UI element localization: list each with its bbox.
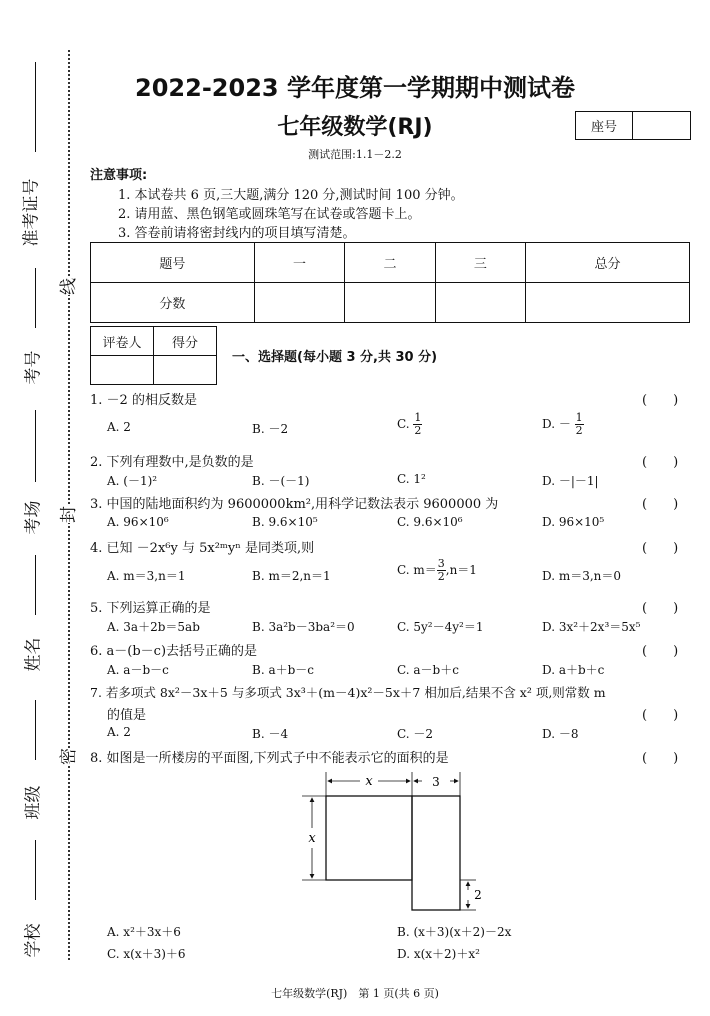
option-c: C. 1² (397, 472, 426, 486)
test-range: 测试范围:1.1－2.2 (308, 148, 402, 161)
denominator: 2 (437, 570, 445, 583)
label-x-top: x (365, 774, 373, 789)
option-a: A. m＝3,n＝1 (107, 569, 186, 583)
option-d: D. －|－1| (542, 474, 599, 488)
score-header-cell: 一 (254, 243, 344, 283)
grader-score-cell[interactable] (154, 356, 217, 385)
option-b: B. －(－1) (252, 474, 310, 488)
answer-paren[interactable]: ( ) (642, 497, 679, 512)
exam-no-label: 考号 (23, 350, 44, 385)
class-label: 班级 (23, 785, 44, 820)
option-d: D. －8 (542, 727, 579, 741)
numerator: 1 (575, 411, 583, 424)
page-footer: 七年级数学(RJ) 第 1 页(共 6 页) (271, 987, 439, 1000)
option-c: C. 9.6×10⁶ (397, 515, 463, 529)
option-d: D. 3x²＋2x³＝5x⁵ (542, 620, 641, 634)
question-6-stem: 6. a－(b－c)去括号正确的是 (90, 644, 258, 659)
reviewer-label: 评卷人 (91, 327, 154, 356)
note-item: 2. 请用蓝、黑色钢笔或圆珠笔写在试卷或答题卡上。 (118, 207, 421, 222)
option-b: B. (x＋3)(x＋2)－2x (397, 925, 512, 939)
option-d: D. 96×10⁵ (542, 515, 605, 529)
option-d (542, 412, 584, 437)
seal-line-char: 线 (52, 278, 81, 295)
answer-paren[interactable]: ( ) (642, 708, 679, 723)
floor-plan-figure (290, 766, 490, 916)
option-b: B. a＋b－c (252, 663, 315, 677)
denominator: 2 (414, 424, 422, 437)
label-x-left: x (308, 831, 316, 846)
question-2-stem: 2. 下列有理数中,是负数的是 (90, 455, 254, 470)
option-c: C. －2 (397, 727, 434, 741)
fraction (575, 412, 584, 437)
seal-seal-char: 封 (52, 506, 81, 523)
option-b: B. 3a²b－3ba²＝0 (252, 620, 355, 634)
exam-title: 2022-2023 学年度第一学期期中测试卷 (135, 74, 575, 102)
option-b: B. －4 (252, 727, 289, 741)
option-a: A. x²＋3x＋6 (107, 925, 181, 939)
score-value-row (91, 283, 690, 323)
score-header-cell: 二 (345, 243, 435, 283)
class-line (35, 700, 36, 760)
answer-paren[interactable]: ( ) (642, 751, 679, 766)
seat-blank[interactable] (633, 112, 690, 139)
option-d: D. x(x＋2)＋x² (397, 947, 480, 961)
note-item: 1. 本试卷共 6 页,三大题,满分 120 分,测试时间 100 分钟。 (118, 188, 464, 203)
option-d: D. m＝3,n＝0 (542, 569, 622, 583)
room-right (412, 796, 460, 910)
option-c: C. 5y²－4y²＝1 (397, 620, 484, 634)
question-7-stem-cont: 的值是 (107, 708, 147, 723)
question-5-stem: 5. 下列运算正确的是 (90, 601, 211, 616)
notes-heading: 注意事项: (90, 168, 148, 183)
option-a: A. a－b－c (107, 663, 169, 677)
denominator: 2 (575, 424, 583, 437)
reviewer-cell[interactable] (91, 356, 154, 385)
school-label: 学校 (23, 923, 44, 958)
score-cell[interactable] (526, 283, 690, 323)
name-line (35, 555, 36, 615)
option-c: C. x(x＋3)＋6 (107, 947, 186, 961)
option-a: A. 2 (107, 725, 131, 739)
option-d-label: D. － (542, 417, 571, 431)
option-c-label: C. (397, 417, 410, 431)
seat-number-box (575, 111, 691, 140)
score-header-cell: 总分 (526, 243, 690, 283)
option-b: B. 9.6×10⁵ (252, 515, 318, 529)
numerator: 1 (414, 411, 422, 424)
score-header-cell: 题号 (91, 243, 255, 283)
answer-paren[interactable]: ( ) (642, 644, 679, 659)
admission-label: 准考证号 (21, 178, 42, 247)
score-header-cell: 三 (435, 243, 525, 283)
option-a: A. 3a＋2b＝5ab (107, 620, 200, 634)
question-7-stem: 7. 若多项式 8x²－3x＋5 与多项式 3x³＋(m－4)x²－5x＋7 相加后,结果不含 x² 项,则常数 m (90, 685, 606, 700)
option-a: A. 2 (107, 420, 131, 434)
score-row-label: 分数 (91, 283, 255, 323)
exam-subtitle: 七年级数学(RJ) (277, 115, 433, 140)
grader-score-label: 得分 (154, 327, 217, 356)
answer-paren[interactable]: ( ) (642, 455, 679, 470)
option-a: A. (－1)² (107, 474, 158, 488)
option-c-tail: ,n＝1 (445, 563, 477, 577)
label-2: 2 (474, 888, 482, 902)
answer-paren[interactable]: ( ) (642, 393, 679, 408)
option-c (397, 558, 477, 583)
grader-table (90, 326, 217, 385)
label-3: 3 (432, 775, 440, 789)
score-cell[interactable] (254, 283, 344, 323)
option-c-label: C. m＝ (397, 563, 437, 577)
answer-paren[interactable]: ( ) (642, 601, 679, 616)
seal-dense-char: 密 (52, 748, 81, 765)
option-d: D. a＋b＋c (542, 663, 605, 677)
fraction (437, 558, 446, 583)
option-c: C. a－b＋c (397, 663, 459, 677)
school-line (35, 840, 36, 900)
question-1-stem: 1. －2 的相反数是 (90, 393, 197, 408)
numerator: 3 (437, 557, 445, 570)
answer-paren[interactable]: ( ) (642, 541, 679, 556)
room-left (326, 796, 412, 880)
score-header-row (91, 243, 690, 283)
room-label: 考场 (23, 500, 44, 535)
seat-label: 座号 (576, 112, 633, 139)
option-a: A. 96×10⁶ (107, 515, 169, 529)
option-b: B. －2 (252, 422, 289, 436)
option-c (397, 412, 422, 437)
score-cell[interactable] (435, 283, 525, 323)
score-table (90, 242, 690, 323)
seal-dotted-line (68, 50, 70, 960)
note-item: 3. 答卷前请将密封线内的项目填写清楚。 (118, 226, 356, 241)
question-3-stem: 3. 中国的陆地面积约为 9600000km²,用科学记数法表示 9600000 为 (90, 497, 499, 512)
score-cell[interactable] (345, 283, 435, 323)
question-8-stem: 8. 如图是一所楼房的平面图,下列式子中不能表示它的面积的是 (90, 751, 449, 766)
section-heading: 一、选择题(每小题 3 分,共 30 分) (232, 350, 438, 365)
fraction (413, 412, 422, 437)
name-label: 姓名 (23, 637, 44, 672)
option-b: B. m＝2,n＝1 (252, 569, 331, 583)
room-line (35, 410, 36, 482)
question-4-stem: 4. 已知 －2x⁶y 与 5x²ᵐyⁿ 是同类项,则 (90, 541, 315, 556)
exam-no-line (35, 268, 36, 328)
